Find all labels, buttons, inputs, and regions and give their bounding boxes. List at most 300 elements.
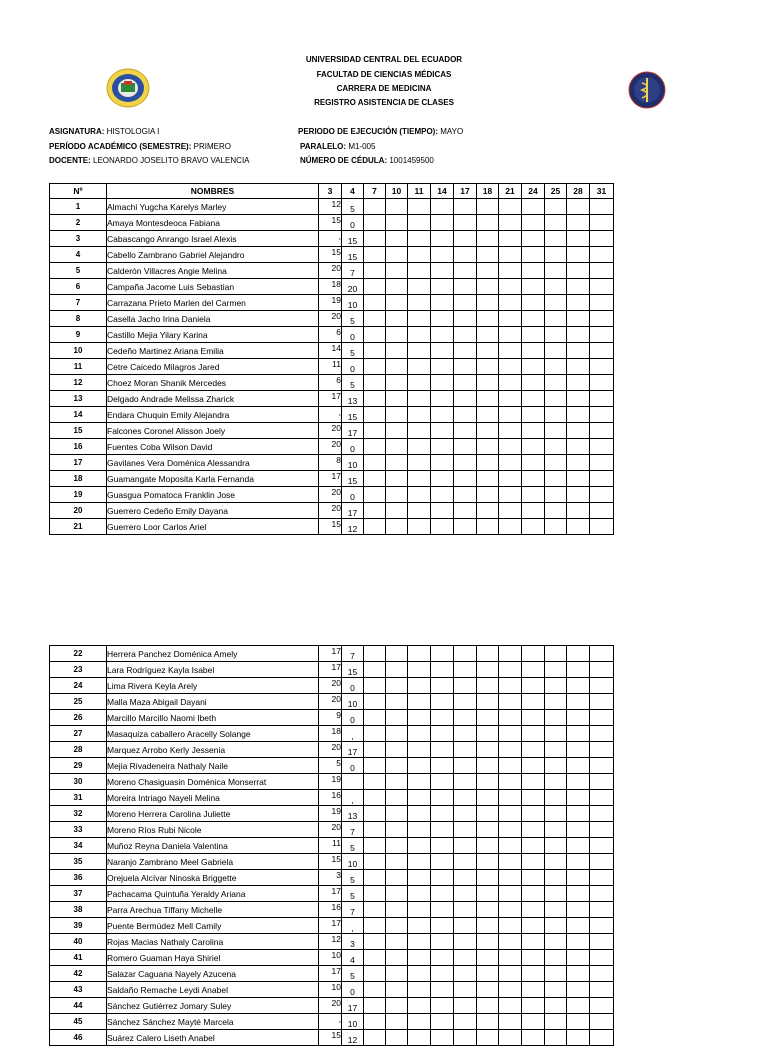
row-number: 21 (50, 519, 107, 535)
row-number: 27 (50, 726, 107, 742)
empty-attendance-cell (364, 215, 386, 231)
empty-attendance-cell (454, 311, 477, 327)
student-name: Puente Bermúdez Mell Camily (107, 918, 319, 934)
empty-attendance-cell (567, 662, 590, 678)
empty-attendance-cell (431, 295, 454, 311)
empty-attendance-cell (590, 471, 614, 487)
student-name: Marquez Arrobo Kerly Jessenia (107, 742, 319, 758)
empty-attendance-cell (431, 231, 454, 247)
empty-attendance-cell (454, 503, 477, 519)
empty-attendance-cell (431, 343, 454, 359)
empty-attendance-cell (499, 758, 522, 774)
empty-attendance-cell (545, 375, 567, 391)
empty-attendance-cell (386, 870, 408, 886)
empty-attendance-cell (477, 407, 499, 423)
grade-day-4: , (342, 918, 364, 934)
empty-attendance-cell (364, 950, 386, 966)
empty-attendance-cell (431, 966, 454, 982)
student-name: Parra Arechua Tiffany Michelle (107, 902, 319, 918)
empty-attendance-cell (545, 1030, 567, 1046)
empty-attendance-cell (567, 870, 590, 886)
empty-attendance-cell (567, 327, 590, 343)
empty-attendance-cell (545, 215, 567, 231)
row-number: 31 (50, 790, 107, 806)
empty-attendance-cell (545, 790, 567, 806)
empty-attendance-cell (364, 1030, 386, 1046)
empty-attendance-cell (567, 646, 590, 662)
student-name: Cabascango Anrango Israel Alexis (107, 231, 319, 247)
empty-attendance-cell (408, 790, 431, 806)
empty-attendance-cell (454, 1030, 477, 1046)
row-number: 19 (50, 487, 107, 503)
row-number: 38 (50, 902, 107, 918)
empty-attendance-cell (431, 726, 454, 742)
grade-day-4: 15 (342, 231, 364, 247)
grade-day-3: 19 (319, 806, 342, 822)
student-name: Cabello Zambrano Gabriel Alejandro (107, 247, 319, 263)
empty-attendance-cell (454, 742, 477, 758)
column-header-day: 14 (431, 184, 454, 199)
empty-attendance-cell (364, 231, 386, 247)
empty-attendance-cell (364, 279, 386, 295)
grade-day-4: 3 (342, 934, 364, 950)
empty-attendance-cell (590, 822, 614, 838)
empty-attendance-cell (408, 439, 431, 455)
student-name: Naranjo Zambrano Meel Gabriela (107, 854, 319, 870)
empty-attendance-cell (545, 279, 567, 295)
empty-attendance-cell (364, 838, 386, 854)
empty-attendance-cell (499, 822, 522, 838)
student-name: Almachi Yugcha Karelys Marley (107, 199, 319, 215)
empty-attendance-cell (386, 998, 408, 1014)
empty-attendance-cell (499, 678, 522, 694)
empty-attendance-cell (477, 471, 499, 487)
grade-day-3: 15 (319, 215, 342, 231)
empty-attendance-cell (567, 199, 590, 215)
empty-attendance-cell (522, 343, 545, 359)
empty-attendance-cell (567, 1014, 590, 1030)
empty-attendance-cell (545, 870, 567, 886)
empty-attendance-cell (408, 854, 431, 870)
row-number: 15 (50, 423, 107, 439)
empty-attendance-cell (454, 423, 477, 439)
empty-attendance-cell (522, 662, 545, 678)
table-row (50, 806, 614, 822)
empty-attendance-cell (431, 678, 454, 694)
row-number: 37 (50, 886, 107, 902)
student-name: Romero Guaman Haya Shiriel (107, 950, 319, 966)
empty-attendance-cell (567, 790, 590, 806)
grade-day-4: 0 (342, 710, 364, 726)
empty-attendance-cell (567, 263, 590, 279)
empty-attendance-cell (545, 343, 567, 359)
empty-attendance-cell (408, 295, 431, 311)
empty-attendance-cell (522, 391, 545, 407)
grade-day-4: 15 (342, 407, 364, 423)
empty-attendance-cell (499, 918, 522, 934)
row-number: 42 (50, 966, 107, 982)
empty-attendance-cell (590, 886, 614, 902)
empty-attendance-cell (499, 311, 522, 327)
empty-attendance-cell (545, 359, 567, 375)
student-name: Salazar Caguana Nayely Azucena (107, 966, 319, 982)
empty-attendance-cell (408, 471, 431, 487)
empty-attendance-cell (386, 311, 408, 327)
grade-day-4: 0 (342, 327, 364, 343)
empty-attendance-cell (522, 503, 545, 519)
empty-attendance-cell (590, 231, 614, 247)
empty-attendance-cell (431, 758, 454, 774)
table-row (50, 950, 614, 966)
grade-day-4: 7 (342, 646, 364, 662)
table-row (50, 247, 614, 263)
empty-attendance-cell (522, 918, 545, 934)
empty-attendance-cell (545, 519, 567, 535)
empty-attendance-cell (386, 359, 408, 375)
column-header-day: 21 (499, 184, 522, 199)
empty-attendance-cell (431, 662, 454, 678)
empty-attendance-cell (545, 646, 567, 662)
grade-day-3: 3 (319, 870, 342, 886)
empty-attendance-cell (477, 487, 499, 503)
empty-attendance-cell (386, 231, 408, 247)
empty-attendance-cell (431, 487, 454, 503)
empty-attendance-cell (454, 375, 477, 391)
empty-attendance-cell (590, 870, 614, 886)
table-row (50, 1030, 614, 1046)
empty-attendance-cell (590, 662, 614, 678)
table-row (50, 343, 614, 359)
table-row (50, 279, 614, 295)
empty-attendance-cell (499, 742, 522, 758)
empty-attendance-cell (454, 934, 477, 950)
empty-attendance-cell (477, 519, 499, 535)
empty-attendance-cell (364, 407, 386, 423)
row-number: 45 (50, 1014, 107, 1030)
empty-attendance-cell (545, 774, 567, 790)
empty-attendance-cell (454, 471, 477, 487)
empty-attendance-cell (364, 471, 386, 487)
empty-attendance-cell (477, 822, 499, 838)
empty-attendance-cell (477, 998, 499, 1014)
empty-attendance-cell (364, 343, 386, 359)
empty-attendance-cell (499, 247, 522, 263)
grade-day-3: 20 (319, 998, 342, 1014)
empty-attendance-cell (567, 838, 590, 854)
empty-attendance-cell (408, 391, 431, 407)
empty-attendance-cell (590, 806, 614, 822)
row-number: 2 (50, 215, 107, 231)
grade-day-4: 4 (342, 950, 364, 966)
grade-day-3: 19 (319, 774, 342, 790)
empty-attendance-cell (522, 263, 545, 279)
attendance-table-part2 (49, 645, 614, 1046)
empty-attendance-cell (567, 311, 590, 327)
table-row (50, 471, 614, 487)
grade-day-4: 5 (342, 199, 364, 215)
empty-attendance-cell (386, 375, 408, 391)
empty-attendance-cell (431, 503, 454, 519)
row-number: 44 (50, 998, 107, 1014)
empty-attendance-cell (477, 870, 499, 886)
student-name: Moreno Chasiguasin Doménica Monserrat (107, 774, 319, 790)
empty-attendance-cell (431, 790, 454, 806)
row-number: 29 (50, 758, 107, 774)
id-number-label: NÚMERO DE CÉDULA: (300, 156, 388, 165)
empty-attendance-cell (567, 359, 590, 375)
table-row (50, 998, 614, 1014)
empty-attendance-cell (386, 343, 408, 359)
empty-attendance-cell (545, 758, 567, 774)
table-row (50, 423, 614, 439)
grade-day-4: 12 (342, 1030, 364, 1046)
empty-attendance-cell (522, 359, 545, 375)
table-row (50, 327, 614, 343)
empty-attendance-cell (522, 407, 545, 423)
empty-attendance-cell (477, 838, 499, 854)
grade-day-4: 17 (342, 503, 364, 519)
row-number: 33 (50, 822, 107, 838)
empty-attendance-cell (522, 966, 545, 982)
column-header-day: 24 (522, 184, 545, 199)
empty-attendance-cell (590, 694, 614, 710)
empty-attendance-cell (364, 439, 386, 455)
empty-attendance-cell (408, 822, 431, 838)
column-header-day: 17 (454, 184, 477, 199)
grade-day-4: 0 (342, 487, 364, 503)
empty-attendance-cell (545, 391, 567, 407)
empty-attendance-cell (408, 1030, 431, 1046)
table-body-part2 (50, 646, 614, 1046)
empty-attendance-cell (522, 902, 545, 918)
grade-day-3: , (319, 407, 342, 423)
table-row (50, 295, 614, 311)
student-name: Guamangate Moposita Karla Fernanda (107, 471, 319, 487)
grade-day-3: 11 (319, 359, 342, 375)
empty-attendance-cell (454, 279, 477, 295)
empty-attendance-cell (364, 886, 386, 902)
empty-attendance-cell (431, 646, 454, 662)
table-row (50, 1014, 614, 1030)
empty-attendance-cell (545, 710, 567, 726)
column-header-day: 28 (567, 184, 590, 199)
empty-attendance-cell (364, 822, 386, 838)
empty-attendance-cell (567, 966, 590, 982)
empty-attendance-cell (364, 870, 386, 886)
student-name: Herrera Panchez Doménica Amely (107, 646, 319, 662)
row-number: 18 (50, 471, 107, 487)
empty-attendance-cell (364, 918, 386, 934)
empty-attendance-cell (408, 694, 431, 710)
empty-attendance-cell (386, 726, 408, 742)
student-name: Moreno Herrera Carolina Juliette (107, 806, 319, 822)
empty-attendance-cell (408, 199, 431, 215)
column-header-day: 7 (364, 184, 386, 199)
grade-day-4: 17 (342, 998, 364, 1014)
table-row (50, 455, 614, 471)
empty-attendance-cell (499, 327, 522, 343)
empty-attendance-cell (454, 391, 477, 407)
empty-attendance-cell (386, 1030, 408, 1046)
empty-attendance-cell (431, 423, 454, 439)
row-number: 6 (50, 279, 107, 295)
empty-attendance-cell (567, 423, 590, 439)
empty-attendance-cell (567, 391, 590, 407)
student-name: Pachacama Quintuña Yeraldy Ariana (107, 886, 319, 902)
empty-attendance-cell (522, 678, 545, 694)
empty-attendance-cell (454, 902, 477, 918)
empty-attendance-cell (386, 918, 408, 934)
empty-attendance-cell (364, 359, 386, 375)
grade-day-4: 5 (342, 838, 364, 854)
empty-attendance-cell (477, 854, 499, 870)
id-number-info (300, 156, 434, 165)
table-row (50, 854, 614, 870)
grade-day-3: 17 (319, 471, 342, 487)
empty-attendance-cell (386, 662, 408, 678)
empty-attendance-cell (386, 950, 408, 966)
column-header-day: 3 (319, 184, 342, 199)
empty-attendance-cell (408, 503, 431, 519)
grade-day-4: 12 (342, 519, 364, 535)
row-number: 46 (50, 1030, 107, 1046)
empty-attendance-cell (545, 231, 567, 247)
table-row (50, 934, 614, 950)
empty-attendance-cell (408, 359, 431, 375)
empty-attendance-cell (454, 710, 477, 726)
empty-attendance-cell (522, 950, 545, 966)
empty-attendance-cell (364, 694, 386, 710)
empty-attendance-cell (454, 966, 477, 982)
empty-attendance-cell (499, 870, 522, 886)
empty-attendance-cell (454, 359, 477, 375)
subject-value: HISTOLOGIA I (106, 127, 160, 136)
grade-day-3: 8 (319, 455, 342, 471)
student-name: Guerrero Loor Carlos Ariel (107, 519, 319, 535)
empty-attendance-cell (499, 279, 522, 295)
grade-day-4: 13 (342, 391, 364, 407)
empty-attendance-cell (499, 886, 522, 902)
empty-attendance-cell (477, 886, 499, 902)
empty-attendance-cell (386, 471, 408, 487)
empty-attendance-cell (545, 902, 567, 918)
empty-attendance-cell (364, 247, 386, 263)
empty-attendance-cell (454, 998, 477, 1014)
empty-attendance-cell (386, 982, 408, 998)
empty-attendance-cell (364, 375, 386, 391)
parallel-info (300, 142, 375, 151)
empty-attendance-cell (364, 742, 386, 758)
execution-label: PERIODO DE EJECUCIÓN (TIEMPO): (298, 127, 439, 136)
empty-attendance-cell (386, 902, 408, 918)
empty-attendance-cell (431, 934, 454, 950)
table-row (50, 391, 614, 407)
grade-day-3: 12 (319, 934, 342, 950)
empty-attendance-cell (477, 311, 499, 327)
student-name: Lima Rivera Keyla Arely (107, 678, 319, 694)
empty-attendance-cell (408, 215, 431, 231)
empty-attendance-cell (499, 790, 522, 806)
empty-attendance-cell (431, 311, 454, 327)
empty-attendance-cell (431, 710, 454, 726)
empty-attendance-cell (477, 343, 499, 359)
grade-day-3: 20 (319, 694, 342, 710)
grade-day-3: 16 (319, 790, 342, 806)
empty-attendance-cell (386, 822, 408, 838)
empty-attendance-cell (454, 806, 477, 822)
column-header-number: Nº (50, 184, 107, 199)
empty-attendance-cell (545, 854, 567, 870)
empty-attendance-cell (408, 886, 431, 902)
empty-attendance-cell (545, 966, 567, 982)
empty-attendance-cell (386, 263, 408, 279)
empty-attendance-cell (522, 199, 545, 215)
empty-attendance-cell (454, 790, 477, 806)
empty-attendance-cell (431, 854, 454, 870)
empty-attendance-cell (431, 902, 454, 918)
empty-attendance-cell (590, 327, 614, 343)
empty-attendance-cell (567, 215, 590, 231)
grade-day-4: , (342, 790, 364, 806)
table-row (50, 726, 614, 742)
empty-attendance-cell (499, 934, 522, 950)
table-row (50, 646, 614, 662)
empty-attendance-cell (477, 758, 499, 774)
empty-attendance-cell (567, 1030, 590, 1046)
empty-attendance-cell (590, 359, 614, 375)
empty-attendance-cell (364, 710, 386, 726)
teacher-info (49, 156, 250, 165)
student-name: Delgado Andrade Melissa Zharick (107, 391, 319, 407)
empty-attendance-cell (386, 279, 408, 295)
empty-attendance-cell (454, 982, 477, 998)
empty-attendance-cell (522, 327, 545, 343)
empty-attendance-cell (431, 247, 454, 263)
empty-attendance-cell (499, 1030, 522, 1046)
empty-attendance-cell (499, 423, 522, 439)
grade-day-3: 9 (319, 710, 342, 726)
empty-attendance-cell (522, 854, 545, 870)
empty-attendance-cell (454, 678, 477, 694)
empty-attendance-cell (454, 455, 477, 471)
empty-attendance-cell (522, 694, 545, 710)
empty-attendance-cell (499, 343, 522, 359)
empty-attendance-cell (454, 870, 477, 886)
empty-attendance-cell (477, 231, 499, 247)
empty-attendance-cell (408, 838, 431, 854)
empty-attendance-cell (408, 519, 431, 535)
empty-attendance-cell (454, 662, 477, 678)
empty-attendance-cell (431, 886, 454, 902)
empty-attendance-cell (499, 439, 522, 455)
student-name: Orejuela Alcívar Ninoska Briggette (107, 870, 319, 886)
empty-attendance-cell (590, 934, 614, 950)
table-row (50, 870, 614, 886)
empty-attendance-cell (590, 343, 614, 359)
column-header-day: 11 (408, 184, 431, 199)
table-row (50, 311, 614, 327)
empty-attendance-cell (408, 710, 431, 726)
row-number: 7 (50, 295, 107, 311)
parallel-label: PARALELO: (300, 142, 347, 151)
empty-attendance-cell (477, 790, 499, 806)
row-number: 43 (50, 982, 107, 998)
empty-attendance-cell (477, 694, 499, 710)
empty-attendance-cell (364, 726, 386, 742)
empty-attendance-cell (386, 806, 408, 822)
empty-attendance-cell (567, 918, 590, 934)
grade-day-4: 17 (342, 742, 364, 758)
